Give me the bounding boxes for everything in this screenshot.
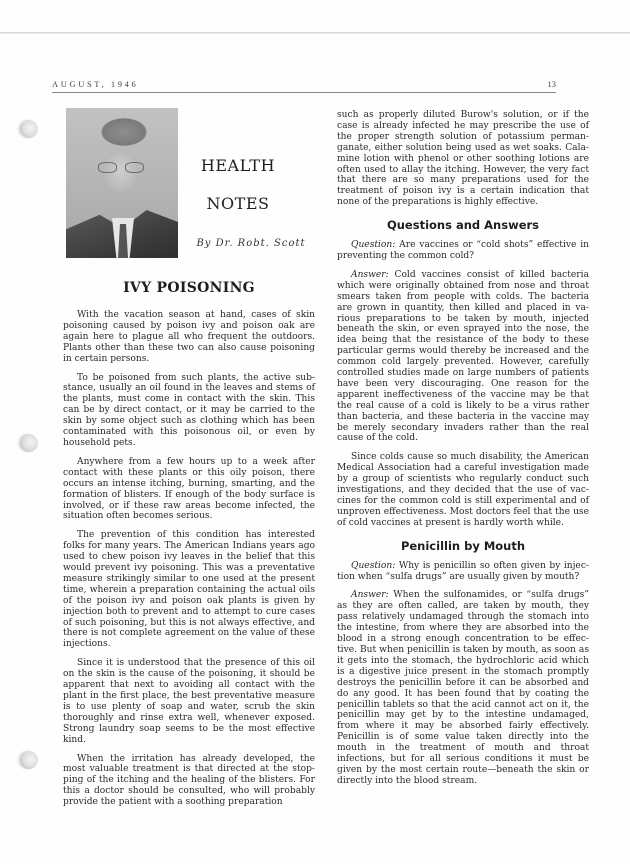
binder-hole-icon — [20, 120, 38, 138]
byline: By Dr. Robt. Scott — [196, 238, 306, 249]
column-title-line1: HEALTH — [200, 156, 276, 175]
qa-question — [337, 240, 589, 262]
qa-followup: Since colds cause so much disability, the American Medical Association had a careful investigation made by a group of scientists who regularly conduct such investigations, and they decided that the use of vaccines for the common cold is still experimental and of unproven effectiveness. Most doctors feel that the use of cold vaccines at present is hardly worth while. — [337, 452, 589, 528]
penicillin-question — [337, 561, 589, 583]
article-paragraph: With the vacation season at hand, cases of skin poisoning caused by poison ivy and poison oak are again here to plague all who frequent the outdoors. Plants other than these two can also cause poisoning in certain persons. — [63, 310, 315, 364]
answer-text: Cold vaccines consist of killed bacteria which were originally obtained from nose and throat smears taken from people with colds. The bacteria are grown in quantity, then killed and placed in various preparations to be taken by mouth, injected beneath the skin, or even sprayed into the nose, the idea being that the resistance of the body to these particular germs would thereby be increased and the common cold largely prevented. However, carefully controlled studies made on large numbers of patients have been very discouraging. One reason for the apparent ineffectiveness of the vaccine may be that the real cause of a cold is likely to be a virus rather than bacteria, and these bacteria in the vaccine may be merely secondary invaders rather than the real cause of the cold. — [337, 269, 589, 444]
qa-heading: Questions and Answers — [386, 218, 540, 233]
article-paragraph: The prevention of this condition has interested folks for many years. The American Indians years ago used to chew poison ivy leaves in the belief that this would prevent ivy poisoning. This was a preventative measure strikingly similar to one used at the present time, wherein a preparation containing the actual oils of the poison ivy and poison oak plants is given by injection both to prevent and to attempt to cure cases of such poisoning, but this is not always effective, and there is not complete agreement on the value of these injections. — [63, 530, 315, 650]
question-label: Question: — [351, 560, 396, 571]
penicillin-answer — [337, 590, 589, 786]
article-continuation: such as properly diluted Burow's solution, or if the case is already infected he may prescribe the use of the proper strength solution of potassium permanganate, either solution being used as wet soaks. Calamine lotion with phenol or other soothing lotions are often used to allay the itching. However, the very fact that there are so many preparations used for the treatment of poison ivy is a certain indication that none of the preparations is highly effective. — [337, 110, 589, 208]
left-column — [63, 310, 315, 816]
page-edge — [0, 32, 630, 34]
running-header — [52, 79, 556, 93]
article-paragraph: To be poisoned from such plants, the active substance, usually an oil found in the leaves and stems of the plants, must come in contact with the skin. This can be by direct contact, or it may be carried to the skin by some object such as clothing which has been contaminated with this poisonous oil, or even by household pets. — [63, 372, 315, 448]
column-title-line2: NOTES — [206, 194, 270, 213]
question-text: Are vaccines or “cold shots” effective in preventing the common cold? — [337, 240, 589, 261]
glasses-shape — [98, 162, 144, 172]
page-number: 13 — [547, 79, 556, 89]
question-label: Question: — [351, 240, 396, 251]
binder-hole-icon — [20, 751, 38, 769]
question-text: Why is penicillin so often given by injection when “sulfa drugs” are usually given by mouth? — [337, 560, 589, 582]
issue-date: AUGUST, 1946 — [52, 79, 139, 89]
answer-label: Answer: — [351, 590, 389, 601]
binder-hole-icon — [20, 434, 38, 452]
article-paragraph: Anywhere from a few hours up to a week after contact with these plants or this oily poison, there occurs an intense itching, burning, smarting, and the formation of blisters. If enough of the body surface is involved, or if these raw areas become infected, the situation often becomes serious. — [63, 456, 315, 522]
qa-answer — [337, 270, 589, 445]
article-paragraph: When the irritation has already developed, the most valuable treatment is that directed at the stopping of the itching and the healing of the blisters. For this a doctor should be consulted, who will probably provide the patient with a soothing preparation — [63, 753, 315, 808]
article-heading: IVY POISONING — [123, 280, 255, 296]
answer-label: Answer: — [351, 269, 389, 280]
penicillin-heading: Penicillin by Mouth — [400, 538, 526, 553]
article-paragraph: Since it is understood that the presence of this oil on the skin is the cause of the poisoning, it should be apparent that next to avoiding all contact with the plant in the first place, the best preventative measure is to use plenty of soap and water, scrub the skin thoroughly and rinse extra well, whenever exposed. Strong laundry soap seems to be the most effective kind. — [63, 658, 315, 745]
right-column — [337, 110, 589, 795]
author-portrait — [66, 108, 178, 258]
answer-text: When the sulfonamides, or “sulfa drugs” as they are often called, are taken by mouth, they pass relatively undamaged through the stomach into the intestine, from where they are absorbed into the blood in a strong enough concentration to be effective. But when penicillin is taken by mouth, as soon as it gets into the stomach, the hydrochloric acid which is a digestive juice present in the stomach promptly destroys the penicillin before it can be absorbed and do any good. It has been found that by coating the penicillin tablets so that the acid cannot act on it, the penicillin may get by to the intestine undamaged, from where it may be absorbed fairly effectively. Penicillin is of some value taken directly into the mouth in the treatment of mouth and throat infections, but for all serious conditions it must be given by the most certain route—beneath the skin or directly into the blood stream. — [337, 590, 589, 786]
